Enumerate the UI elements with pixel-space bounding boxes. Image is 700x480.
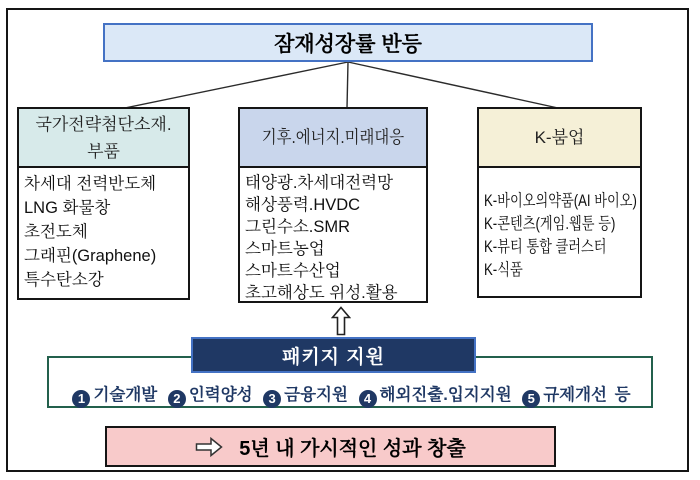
support-label: 금융지원 — [284, 386, 348, 404]
list-item: 그래핀(Graphene) — [24, 247, 157, 265]
package-support-box — [191, 337, 476, 373]
list-item: 초고해상도 위성.활용 — [245, 284, 398, 302]
list-item: 스마트수산업 — [245, 262, 341, 280]
list-item: 스마트농업 — [245, 240, 325, 258]
support-item — [359, 386, 512, 404]
column-climate-list — [238, 168, 428, 303]
right-arrow-icon — [195, 436, 223, 458]
outcome-label: 5년 내 가시적인 성과 창출 — [239, 438, 466, 460]
support-item — [263, 386, 348, 404]
column-materials — [17, 107, 190, 300]
column-climate-header — [238, 107, 428, 168]
column-header-label: 부품 — [87, 141, 120, 161]
package-support-label: 패키지 지원 — [281, 346, 386, 368]
column-kboom-header — [477, 107, 642, 168]
column-header-label: 기후.에너지.미래대응 — [261, 127, 405, 147]
list-item: 태양광.차세대전력망 — [245, 174, 394, 192]
support-item — [168, 386, 253, 404]
up-arrow-icon — [331, 306, 351, 336]
list-item: K-뷰티 통합 클러스터 — [484, 238, 607, 256]
list-item: LNG 화물창 — [24, 199, 111, 217]
column-materials-list — [17, 168, 190, 300]
number-1-icon: 1 — [72, 390, 90, 408]
supports-line — [49, 381, 651, 408]
list-item: K-식품 — [484, 261, 523, 279]
support-item — [522, 386, 607, 404]
support-label: 기술개발 — [93, 386, 158, 404]
number-3-icon: 3 — [263, 390, 281, 408]
list-item: 초전도체 — [24, 223, 88, 241]
list-item: K-콘텐츠(게임.웹툰 등) — [484, 215, 616, 233]
title-box — [103, 23, 593, 62]
list-item: 차세대 전력반도체 — [24, 175, 157, 193]
number-2-icon: 2 — [168, 390, 186, 408]
column-kboom — [477, 107, 642, 298]
list-item: 특수탄소강 — [24, 271, 104, 289]
column-header-label: 국가전략첨단소재. — [35, 114, 172, 134]
number-5-icon: 5 — [522, 390, 540, 408]
column-header-label: K-붐업 — [534, 128, 585, 147]
support-label: 해외진출.입지지원 — [379, 386, 512, 404]
column-kboom-list — [477, 168, 642, 298]
column-climate — [238, 107, 428, 303]
list-item: K-바이오의약품(AI 바이오) — [484, 192, 637, 210]
outcome-box — [105, 426, 556, 467]
supports-suffix: 등 — [614, 386, 631, 404]
support-label: 규제개선 — [543, 386, 607, 404]
list-item: 그린수소.SMR — [245, 218, 351, 236]
column-materials-header — [17, 107, 190, 168]
support-label: 인력양성 — [188, 386, 253, 404]
page-title: 잠재성장률 반등 — [274, 32, 422, 56]
support-item — [72, 386, 157, 404]
number-4-icon: 4 — [359, 390, 377, 408]
list-item: 해상풍력.HVDC — [245, 196, 361, 214]
